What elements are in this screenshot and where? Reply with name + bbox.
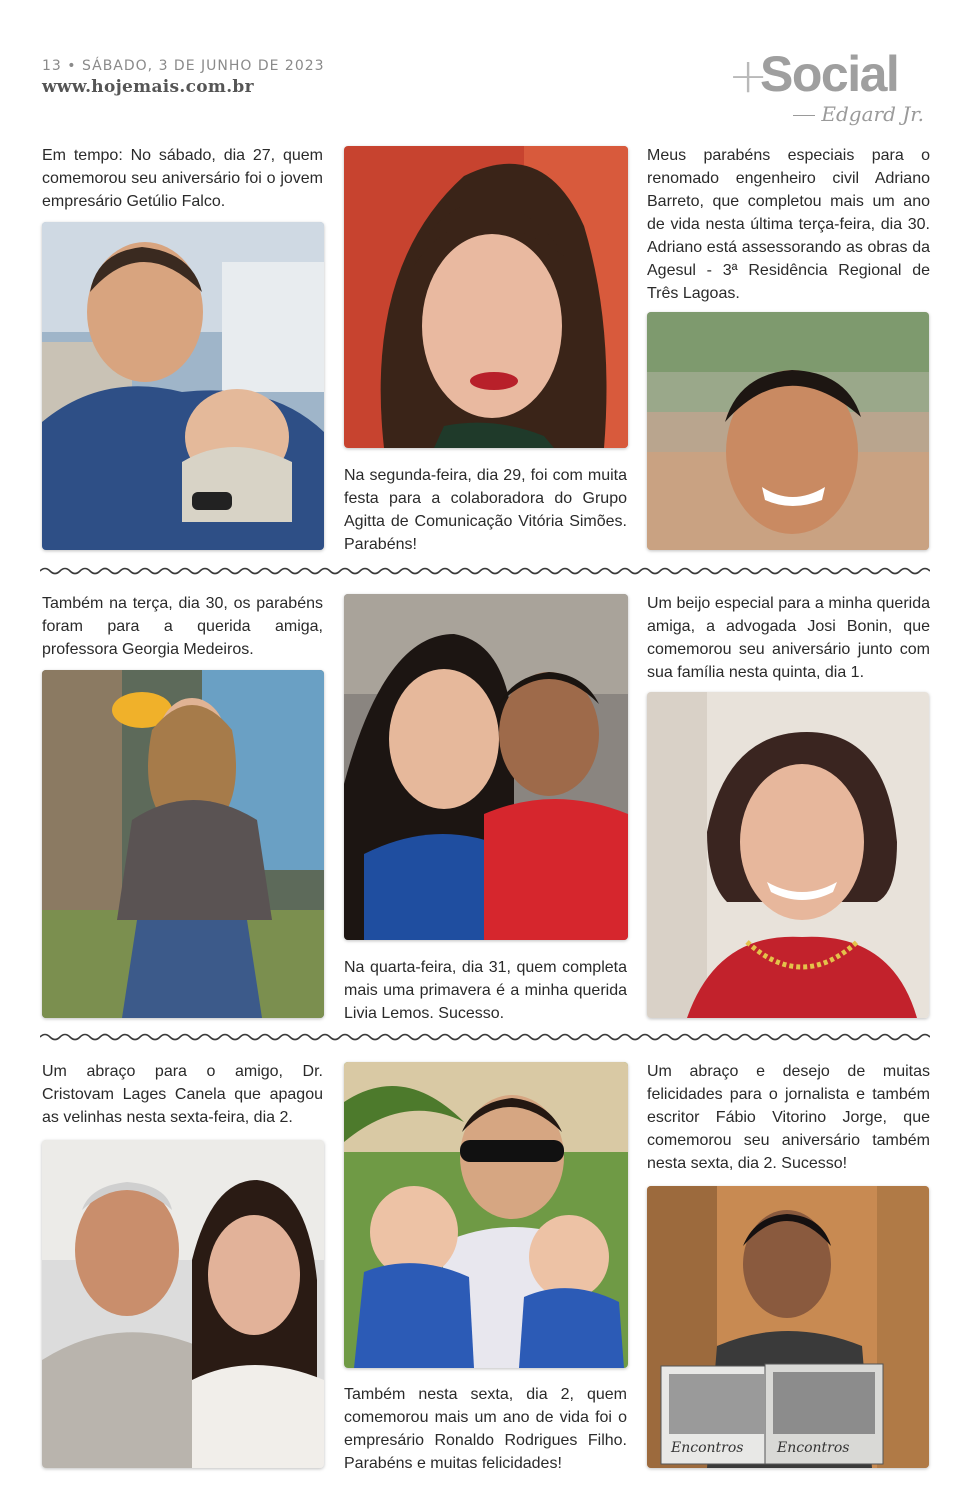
story-4-photo	[42, 670, 324, 1018]
story-1-text: Em tempo: No sábado, dia 27, quem comemorou seu aniversário foi o jovem empresário Getúlio Falco.	[42, 147, 323, 210]
wave-divider-1	[40, 566, 930, 576]
story-1-photo	[42, 222, 324, 550]
story-8-photo	[344, 1062, 628, 1368]
book-title-right: Encontros	[777, 1440, 850, 1456]
story-2-text: Na segunda-feira, dia 29, foi com muita festa para a colaboradora do Grupo Agitta de Comunicação Vitória Simões. Parabéns!	[344, 467, 627, 553]
story-7-text: Um abraço para o amigo, Dr. Cristovam Lages Canela que apagou as velinhas nesta sexta-feira, dia 2.	[42, 1063, 323, 1126]
story-6-photo	[647, 692, 929, 1018]
story-3-text: Meus parabéns especiais para o renomado engenheiro civil Adriano Barreto, que completou mais um ano de vida nesta última terça-feira, dia 30. Adriano está assessorando as obras da Agesul - 3ª Residência Regional de Três Lagoas.	[647, 147, 930, 302]
website-url[interactable]: www.hojemais.com.br	[42, 77, 254, 97]
logo-word: Social	[760, 46, 899, 102]
logo-plus: +	[728, 48, 769, 104]
book-title-left: Encontros	[671, 1440, 744, 1456]
story-9-photo	[647, 1186, 929, 1468]
story-7-photo	[42, 1140, 324, 1468]
story-6-text: Um beijo especial para a minha querida amiga, a advogada Josi Bonin, que comemorou seu aniversário junto com sua família nesta quinta, dia 1.	[647, 595, 930, 681]
story-8-text: Também nesta sexta, dia 2, quem comemorou mais um ano de vida foi o empresário Ronaldo Rodrigues Filho. Parabéns e muitas felicidades!	[344, 1386, 627, 1472]
column-logo	[728, 44, 928, 130]
page-header	[42, 58, 325, 97]
story-3-photo	[647, 312, 929, 550]
story-2-photo	[344, 146, 628, 448]
issue-line: 13 • SÁBADO, 3 DE JUNHO DE 2023	[42, 58, 325, 74]
wave-divider-2	[40, 1032, 930, 1042]
logo-signature: Edgard Jr.	[793, 102, 924, 126]
story-4-text: Também na terça, dia 30, os parabéns foram para a querida amiga, professora Georgia Medeiros.	[42, 595, 323, 658]
story-9-text: Um abraço e desejo de muitas felicidades para o jornalista e também escritor Fábio Vitorino Jorge, que comemorou seu aniversário também nesta sexta, dia 2. Sucesso!	[647, 1063, 930, 1172]
story-5-photo	[344, 594, 628, 940]
story-5-text: Na quarta-feira, dia 31, quem completa mais uma primavera é a minha querida Livia Lemos. Sucesso.	[344, 959, 627, 1022]
